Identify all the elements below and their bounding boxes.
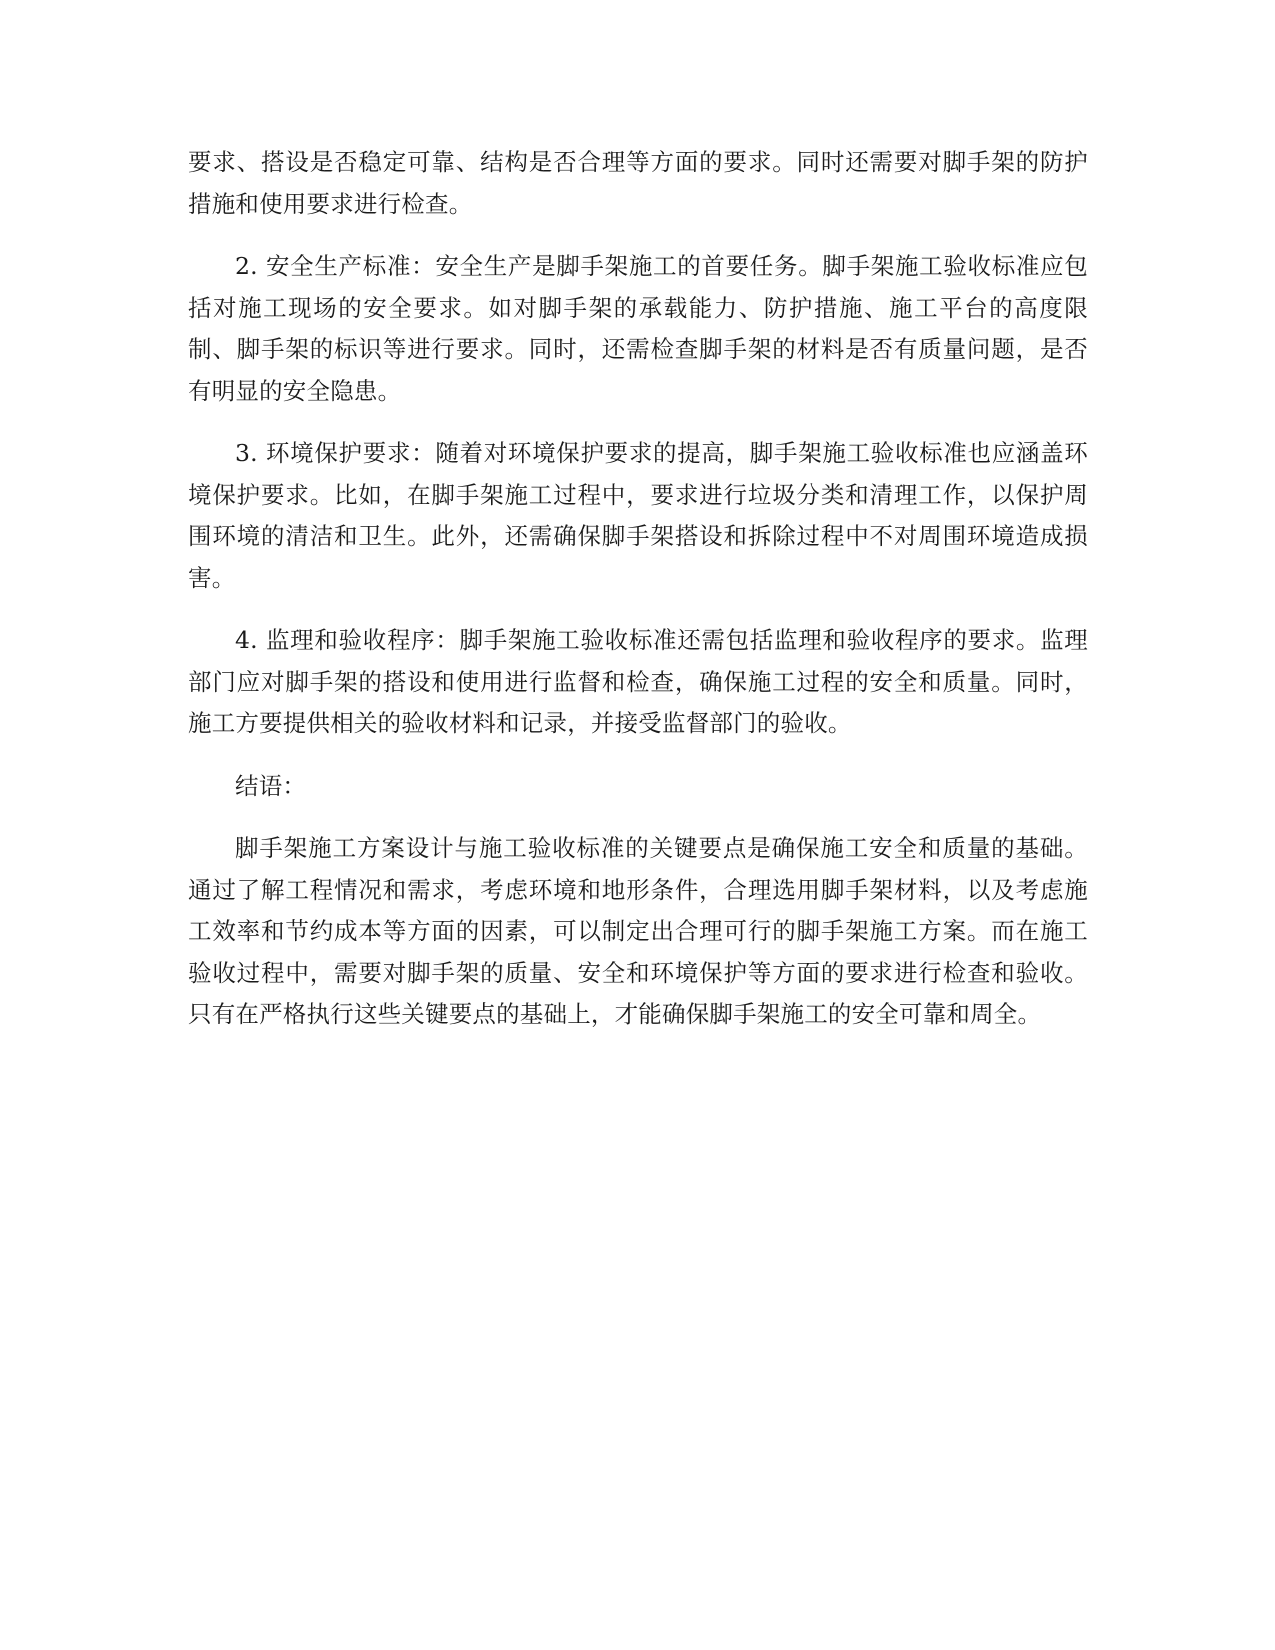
paragraph-conclusion-heading: 结语： bbox=[235, 771, 307, 800]
paragraph-conclusion-body: 脚手架施工方案设计与施工验收标准的关键要点是确保施工安全和质量的基础。通过了解工程情况和需求，考虑环境和地形条件，合理选用脚手架材料，以及考虑施工效率和节约成本等方面的因素，可以制定出合理可行的脚手架施工方案。而在施工验收过程中，需要对脚手架的质量、安全和环境保护等方面的要求进行检查和验收。只有在严格执行这些关键要点的基础上，才能确保脚手架施工的安全可靠和周全。 bbox=[188, 834, 1088, 1028]
document-body bbox=[188, 142, 1088, 1057]
paragraph-continued-requirements: 要求、搭设是否稳定可靠、结构是否合理等方面的要求。同时还需要对脚手架的防护措施和使用要求进行检查。 bbox=[188, 148, 1088, 218]
paragraph-supervision-acceptance: 4. 监理和验收程序：脚手架施工验收标准还需包括监理和验收程序的要求。监理部门应对脚手架的搭设和使用进行监督和检查，确保施工过程的安全和质量。同时，施工方要提供相关的验收材料和记录，并接受监督部门的验收。 bbox=[188, 626, 1088, 737]
paragraph-safety-standard: 2. 安全生产标准：安全生产是脚手架施工的首要任务。脚手架施工验收标准应包括对施工现场的安全要求。如对脚手架的承载能力、防护措施、施工平台的高度限制、脚手架的标识等进行要求。同时，还需检查脚手架的材料是否有质量问题，是否有明显的安全隐患。 bbox=[188, 252, 1088, 405]
paragraph-environmental-protection: 3. 环境保护要求：随着对环境保护要求的提高，脚手架施工验收标准也应涵盖环境保护要求。比如，在脚手架施工过程中，要求进行垃圾分类和清理工作，以保护周围环境的清洁和卫生。此外，还需确保脚手架搭设和拆除过程中不对周围环境造成损害。 bbox=[188, 439, 1088, 592]
